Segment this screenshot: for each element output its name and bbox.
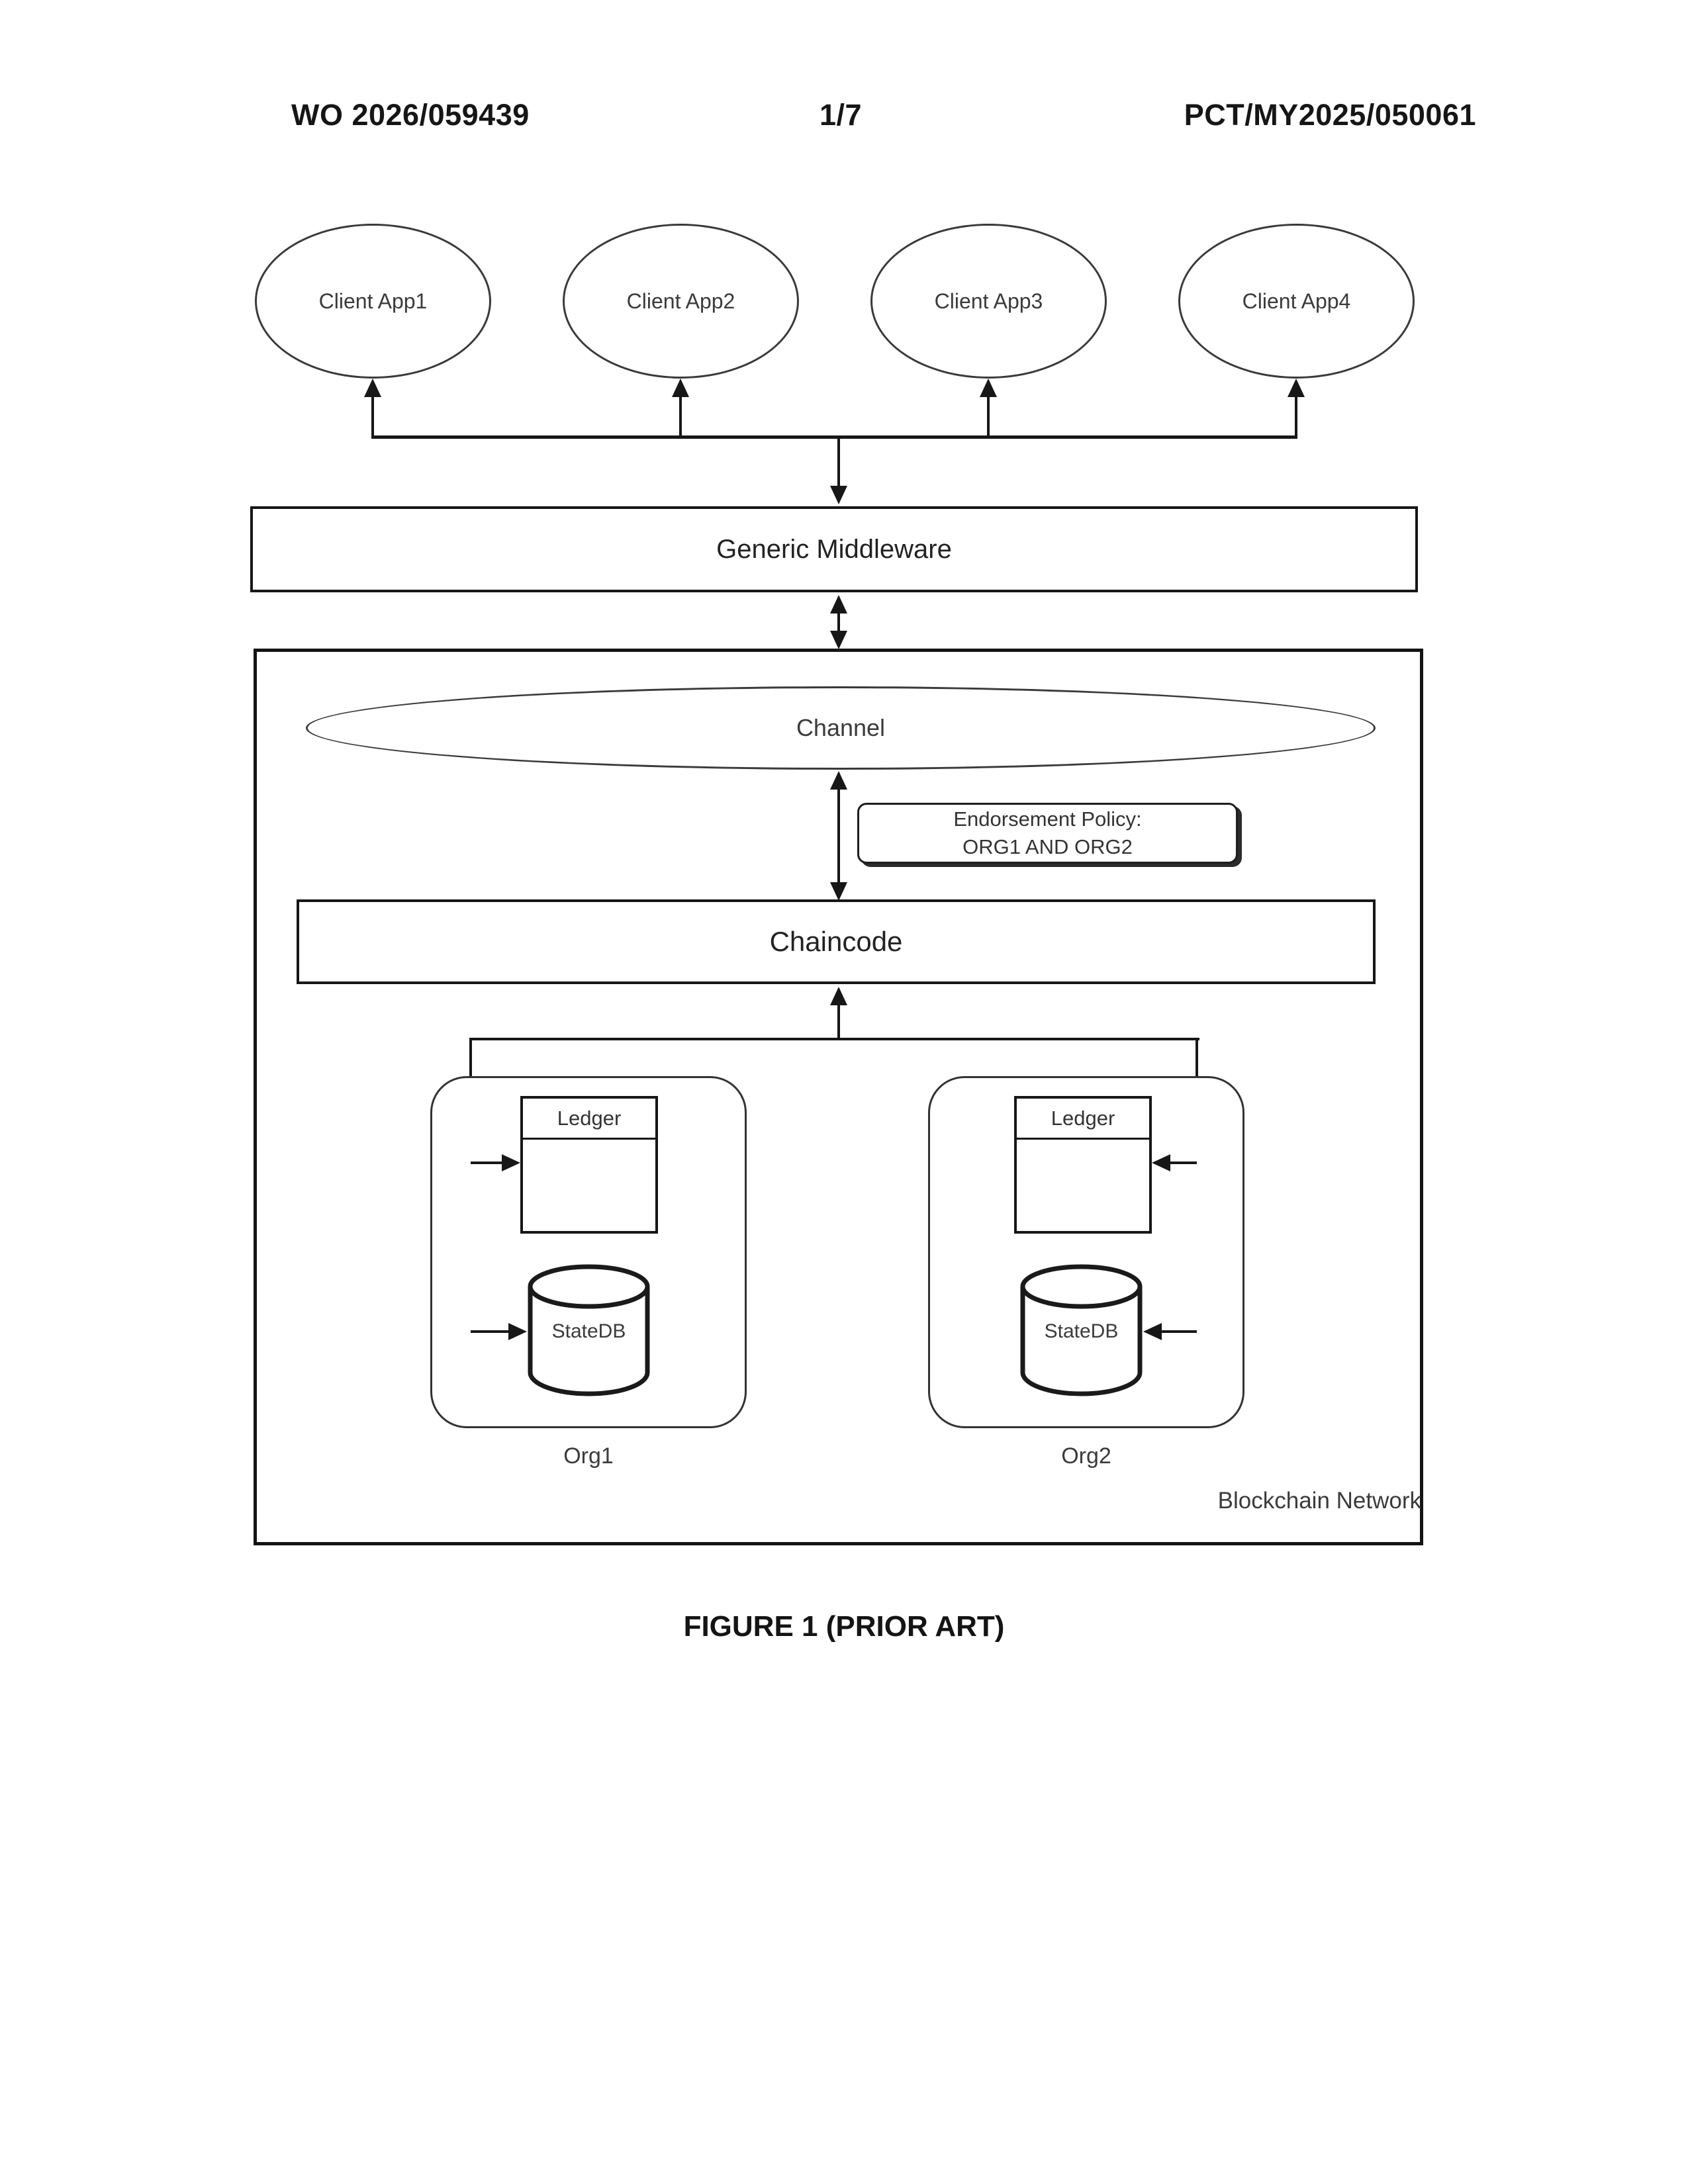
middleware-network-link-line xyxy=(837,611,840,633)
org1-ledger-arrow-line xyxy=(471,1161,505,1164)
arrow-to-client-app3-icon xyxy=(980,379,997,397)
chaincode-box xyxy=(297,899,1376,984)
channel-ellipse xyxy=(306,686,1376,770)
arrow-into-org1-ledger-icon xyxy=(502,1154,520,1171)
chaincode-label: Chaincode xyxy=(769,926,903,957)
arrow-into-org1-statedb-icon xyxy=(508,1323,527,1340)
org1-ledger-title-band xyxy=(523,1099,655,1140)
client-app4-ellipse xyxy=(1178,224,1415,379)
arrow-down-into-network-icon xyxy=(830,631,847,649)
client-app4-stem-line xyxy=(1295,396,1297,438)
endorsement-policy-title: Endorsement Policy: xyxy=(953,807,1142,831)
arrow-to-client-app1-icon xyxy=(364,379,381,397)
org2-ledger-label: Ledger xyxy=(1051,1106,1115,1130)
org1-label: Org1 xyxy=(563,1443,614,1469)
endorsement-policy-box xyxy=(857,803,1238,864)
org2-ledger-box xyxy=(1014,1096,1152,1234)
org2-statedb-arrow-line xyxy=(1160,1330,1197,1333)
client-app1-stem-line xyxy=(371,396,374,438)
blockchain-network-label: Blockchain Network xyxy=(1217,1488,1421,1514)
middleware-stem-line xyxy=(837,439,840,486)
org2-ledger-title-band xyxy=(1017,1099,1149,1140)
channel-label: Channel xyxy=(796,714,886,741)
client-app3-stem-line xyxy=(987,396,990,438)
header-sheet-number: 1/7 xyxy=(819,98,863,132)
client-app3-label: Client App3 xyxy=(934,289,1043,313)
generic-middleware-box xyxy=(250,506,1418,592)
org-bracket-line xyxy=(471,1038,1199,1040)
header-application-number: PCT/MY2025/050061 xyxy=(1184,98,1476,132)
client-app2-label: Client App2 xyxy=(626,289,735,313)
header-publication-number: WO 2026/059439 xyxy=(291,98,530,132)
client-app2-stem-line xyxy=(679,396,682,438)
client-app3-ellipse xyxy=(870,224,1107,379)
client-app1-label: Client App1 xyxy=(318,289,428,313)
org1-statedb-arrow-line xyxy=(471,1330,510,1333)
arrow-to-client-app2-icon xyxy=(672,379,689,397)
chaincode-org-stem-line xyxy=(837,1003,840,1040)
channel-chaincode-link-line xyxy=(837,787,840,885)
org2-statedb-label: StateDB xyxy=(1044,1320,1119,1342)
org1-ledger-label: Ledger xyxy=(557,1106,622,1130)
org1-statedb-label: StateDB xyxy=(551,1320,626,1342)
generic-middleware-label: Generic Middleware xyxy=(716,534,952,564)
client-app2-ellipse xyxy=(563,224,799,379)
figure-caption: FIGURE 1 (PRIOR ART) xyxy=(683,1610,1005,1643)
arrow-into-org2-ledger-icon xyxy=(1152,1154,1170,1171)
org2-label: Org2 xyxy=(1061,1443,1111,1469)
arrow-into-org2-statedb-icon xyxy=(1143,1323,1162,1340)
client-app4-label: Client App4 xyxy=(1242,289,1351,313)
arrow-down-into-chaincode-icon xyxy=(830,882,847,901)
client-app1-ellipse xyxy=(255,224,491,379)
org1-ledger-box xyxy=(520,1096,658,1234)
org2-ledger-arrow-line xyxy=(1169,1161,1197,1164)
fan-connector-line xyxy=(371,435,1297,439)
arrow-into-middleware-icon xyxy=(830,486,847,504)
endorsement-policy-rule: ORG1 AND ORG2 xyxy=(962,835,1133,858)
arrow-to-client-app4-icon xyxy=(1288,379,1305,397)
